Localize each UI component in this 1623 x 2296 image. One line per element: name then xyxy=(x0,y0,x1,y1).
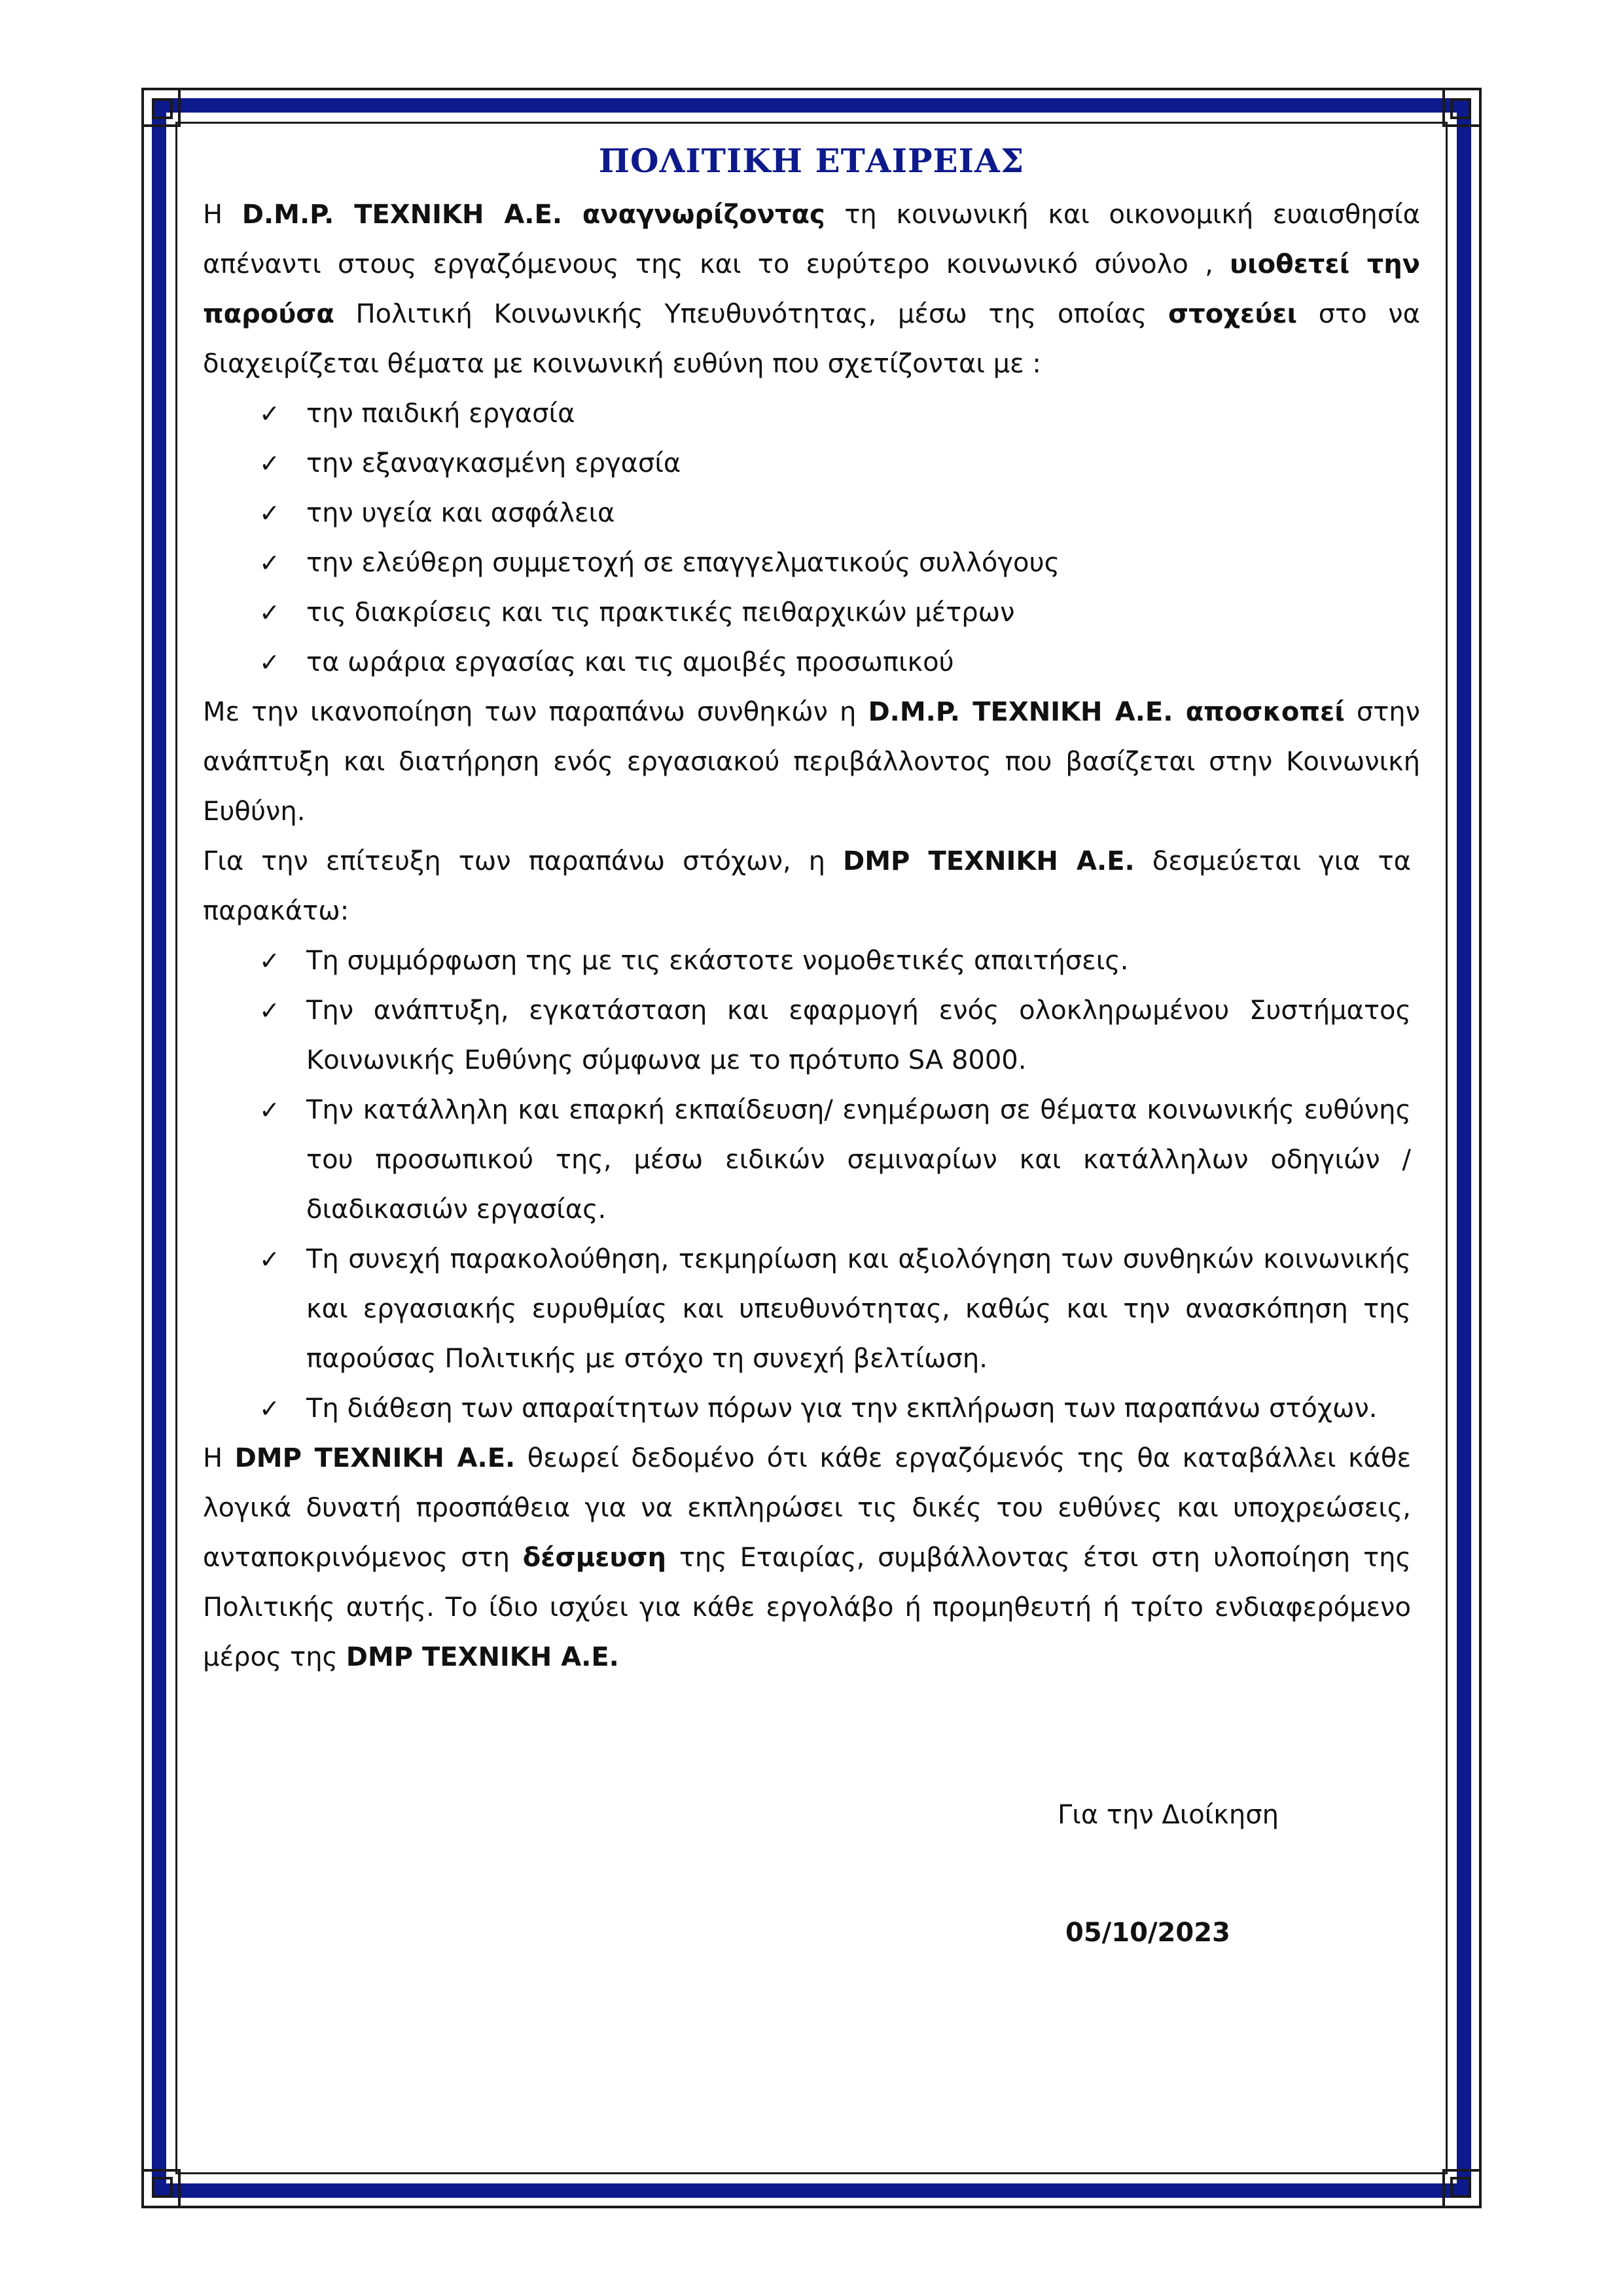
para-text: στην ανάπτυξη και διατήρηση ενός εργασιακού περιβάλλοντος που βασίζεται στην Κοινωνική Ευθύνη. xyxy=(203,697,1421,827)
para-bold: D.M.P. ΤΕΧΝΙΚΗ Α.Ε. αποσκοπεί xyxy=(868,697,1345,727)
checkmark-icon: ✓ xyxy=(259,598,280,627)
corner-ornament-inner xyxy=(152,98,173,119)
list-item-text: την παιδική εργασία xyxy=(306,399,575,429)
para-bold: DMP ΤΕΧΝΙΚΗ Α.Ε. xyxy=(234,1443,516,1473)
list-item xyxy=(203,1234,1411,1384)
list-item xyxy=(203,637,1420,687)
intro-text: τη κοινωνική και οικονομική ευαισθησία απέναντι στους εργαζόμενους της και το ευρύτερο κοινωνικό σύνολο , xyxy=(203,200,1421,279)
list-item xyxy=(203,936,1411,986)
checkmark-icon: ✓ xyxy=(259,1394,280,1423)
checkmark-icon: ✓ xyxy=(259,648,280,677)
intro-text: Πολιτική Κοινωνικής Υπευθυνότητας, μέσω της οποίας xyxy=(334,299,1169,329)
checkmark-icon: ✓ xyxy=(259,946,280,975)
list-item xyxy=(203,389,1420,439)
signature-date: 05/10/2023 xyxy=(1065,1918,1230,1948)
document-title: ΠΟΛΙΤΙΚΗ ΕΤΑΙΡΕΙΑΣ xyxy=(598,141,1025,180)
para-bold: δέσμευση xyxy=(522,1543,667,1573)
para-text: Η xyxy=(203,1443,235,1473)
intro-text: στο να διαχειρίζεται θέματα με κοινωνική ευθύνη που σχετίζονται με : xyxy=(203,299,1421,379)
document-body xyxy=(203,137,1420,1682)
list-item xyxy=(203,439,1420,488)
list-item xyxy=(203,538,1420,588)
para-text: δεσμεύεται για τα παρακάτω: xyxy=(203,846,1411,926)
list-item-text: τις διακρίσεις και τις πρακτικές πειθαρχικών μέτρων xyxy=(306,598,1015,628)
checkmark-icon: ✓ xyxy=(259,1245,280,1274)
corner-ornament-inner xyxy=(1450,2177,1471,2198)
checkmark-icon: ✓ xyxy=(259,548,280,577)
list-item xyxy=(203,1384,1411,1433)
list-item-text: Τη διάθεση των απαραίτητων πόρων για την εκπλήρωση των παραπάνω στόχων. xyxy=(306,1393,1378,1424)
list-item-text: την εξαναγκασμένη εργασία xyxy=(306,448,681,478)
list-item xyxy=(203,1085,1411,1234)
corner-ornament-inner xyxy=(1450,98,1471,119)
commitments-list xyxy=(203,936,1411,1433)
checkmark-icon: ✓ xyxy=(259,1096,280,1124)
commitment-intro-paragraph xyxy=(203,836,1411,936)
intro-text: Η xyxy=(203,200,242,230)
list-item-text: την ελεύθερη συμμετοχή σε επαγγελματικούς συλλόγους xyxy=(306,548,1060,578)
intro-paragraph xyxy=(203,190,1420,389)
list-item-text: τα ωράρια εργασίας και τις αμοιβές προσωπικού xyxy=(306,647,954,677)
list-item xyxy=(203,588,1420,637)
checkmark-icon: ✓ xyxy=(259,449,280,478)
list-item xyxy=(203,986,1411,1085)
signature-label: Για την Διοίκηση xyxy=(1058,1800,1279,1830)
intro-bold: D.M.P. ΤΕΧΝΙΚΗ Α.Ε. αναγνωρίζοντας xyxy=(241,200,825,230)
list-item-text: Την ανάπτυξη, εγκατάσταση και εφαρμογή ενός ολοκληρωμένου Συστήματος Κοινωνικής Ευθύνης σύμφωνα με το πρότυπο SA 8000. xyxy=(306,996,1411,1075)
para-bold: DMP ΤΕΧΝΙΚΗ Α.Ε. xyxy=(346,1642,619,1672)
para-text: θεωρεί δεδομένο ότι κάθε εργαζόμενός της θα καταβάλλει κάθε λογικά δυνατή προσπάθεια για να εκπληρώσει τις δικές του ευθύνες και υποχρεώσεις, ανταποκρινόμενος στη xyxy=(203,1443,1411,1573)
para-text: Για την επίτευξη των παραπάνω στόχων, η xyxy=(203,846,844,876)
intro-bold: στοχεύει xyxy=(1168,299,1298,329)
checkmark-icon: ✓ xyxy=(259,399,280,428)
corner-ornament-inner xyxy=(152,2177,173,2198)
list-item-text: Την κατάλληλη και επαρκή εκπαίδευση/ ενημέρωση σε θέματα κοινωνικής ευθύνης του προσωπικού της, μέσω ειδικών σεμιναρίων και κατάλληλων οδηγιών / διαδικασιών εργασίας. xyxy=(306,1095,1411,1225)
topics-list xyxy=(203,389,1420,687)
list-item-text: την υγεία και ασφάλεια xyxy=(306,498,615,528)
para-text: Με την ικανοποίηση των παραπάνω συνθηκών η xyxy=(203,697,868,727)
closing-paragraph xyxy=(203,1433,1411,1682)
list-item xyxy=(203,488,1420,538)
goal-paragraph xyxy=(203,687,1420,836)
list-item-text: Τη συμμόρφωση της με τις εκάστοτε νομοθετικές απαιτήσεις. xyxy=(306,946,1129,976)
checkmark-icon: ✓ xyxy=(259,996,280,1025)
checkmark-icon: ✓ xyxy=(259,499,280,528)
intro-bold: υιοθετεί την παρούσα xyxy=(203,249,1420,329)
para-bold: DMP ΤΕΧΝΙΚΗ Α.Ε. xyxy=(843,846,1135,876)
list-item-text: Τη συνεχή παρακολούθηση, τεκμηρίωση και αξιολόγηση των συνθηκών κοινωνικής και εργασιακής ευρυθμίας και υπευθυνότητας, καθώς και την ανασκόπηση της παρούσας Πολιτικής με στόχο τη συνεχή βελτίωση. xyxy=(306,1244,1411,1374)
para-text: της Εταιρίας, συμβάλλοντας έτσι στη υλοποίηση της Πολιτικής αυτής. Το ίδιο ισχύει για κάθε εργολάβο ή προμηθευτή ή τρίτο ενδιαφερόμενο μέρος της xyxy=(203,1543,1411,1672)
